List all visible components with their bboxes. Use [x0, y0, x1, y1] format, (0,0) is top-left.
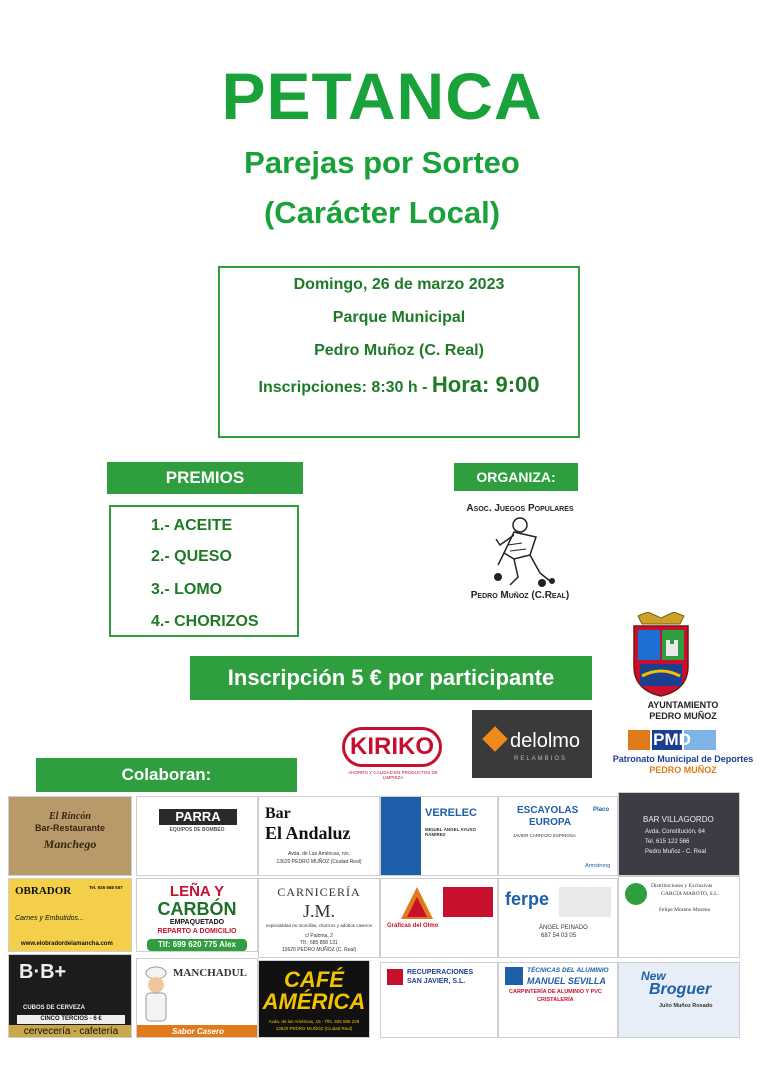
baker-icon — [141, 965, 171, 1025]
andaluz-town: 13620 PEDRO MUÑOZ (Ciudad Real) — [276, 859, 362, 865]
bbb-line2: CINCO TERCIOS - 6 € — [17, 1015, 125, 1024]
collaborators-heading: Colaboran: — [36, 758, 297, 792]
council-line1: AYUNTAMIENTO — [647, 700, 719, 710]
subtitle-format: Parejas por Sorteo — [244, 145, 520, 180]
card-bar-andaluz — [258, 796, 380, 876]
garcia-logo-icon — [625, 883, 647, 905]
cafe-line3: Avda. de las Américas, 15 - Tlfs. 926 586 229 — [268, 1019, 360, 1024]
card-bbb-cerveceria — [8, 954, 132, 1038]
pmd-title: Patronato Municipal de Deportes — [612, 754, 754, 764]
organizer-heading: ORGANIZA: — [454, 463, 578, 491]
parra-tagline: EQUIPOS DE BOMBEO — [169, 827, 225, 833]
verelec-owner: MIGUEL ÁNGEL AYUSO RAMÍREZ — [425, 827, 477, 837]
garcia-line3: Felipe Moreno Moreno — [659, 907, 711, 913]
card-verelec — [380, 796, 498, 876]
prize-item: 2.- QUESO — [151, 548, 232, 565]
newbroguer-line1: New — [641, 969, 666, 983]
escayolas-line1: ESCAYOLAS — [517, 805, 579, 816]
parra-wordmark: PARRA — [159, 809, 237, 825]
card-new-broguer — [618, 962, 740, 1038]
escayolas-owner: JAVIER CARRAZO ESPINOSA — [513, 833, 576, 838]
pmd-logo — [628, 726, 720, 752]
obrador-web: www.elobradordelamancha.com — [21, 941, 113, 947]
card-cafe-america — [258, 960, 370, 1038]
card-manchadul — [136, 958, 258, 1038]
pmd-town: PEDRO MUÑOZ — [649, 765, 717, 775]
obrador-products: Carnes y Embutidos... — [15, 915, 84, 922]
event-schedule — [220, 372, 578, 398]
carniceria-line4: c/ Paloma, 2 — [305, 933, 333, 939]
graficas-services-band — [443, 887, 493, 917]
lena-phone: Tlf: 699 620 775 Alex — [147, 939, 247, 951]
tecnicas-line3: CARPINTERÍA DE ALUMINIO Y PVC — [509, 989, 602, 995]
villagordo-line3: Tel. 615 122 566 — [645, 839, 690, 845]
bbb-line3: cervecería - cafetería — [9, 1025, 132, 1038]
registration-fee: Inscripción 5 € por participante — [190, 656, 592, 700]
andaluz-line2: El Andaluz — [265, 823, 351, 843]
carniceria-line3: especialidad en morcillas, chorizos y adobos caseros — [265, 923, 373, 928]
card-lena-carbon — [136, 878, 258, 952]
newbroguer-line3: Julio Muñoz Rosado — [659, 1003, 713, 1009]
cafe-line2: AMÉRICA — [262, 989, 366, 1014]
kiriko-wordmark: KIRIKO — [342, 727, 442, 767]
lena-line3: EMPAQUETADO — [169, 919, 225, 926]
recup-line2: SAN JAVIER, S.L. — [407, 978, 466, 985]
rincon-line3: Bar-Restaurante — [34, 823, 106, 833]
lena-line2: CARBÓN — [157, 899, 237, 919]
event-place: Parque Municipal — [332, 309, 466, 326]
card-escayolas-europa — [498, 796, 618, 876]
andaluz-address: Avda. de Las Américas, n/s. — [288, 851, 350, 857]
obrador-phone: Tel. 926 568 557 — [89, 885, 123, 890]
tecnicas-line1: TÉCNICAS DEL ALUMINIO — [527, 967, 609, 974]
card-el-obrador — [8, 878, 132, 952]
council-name — [608, 700, 758, 722]
event-info-box — [218, 266, 580, 438]
prize-item: 1.- ACEITE — [151, 517, 233, 534]
armstrong-logo: Armstrong — [585, 863, 611, 869]
ferpe-contact: ÁNGEL PEINADO — [539, 925, 588, 931]
card-bar-villagordo — [618, 792, 740, 876]
delolmo-tagline: RELAMBIOS — [514, 756, 568, 762]
newbroguer-line2: Broguer — [649, 981, 712, 998]
delolmo-logo — [472, 710, 592, 778]
tecnicas-line2: MANUEL SEVILLA — [527, 976, 606, 986]
cafe-line4: 13620 PEDRO MUÑOZ (Ciudad Real) — [275, 1026, 353, 1031]
page-title: PETANCA — [221, 59, 543, 133]
start-time: Hora: 9:00 — [431, 372, 540, 397]
villagordo-line4: Pedro Muñoz - C. Real — [645, 849, 707, 855]
obrador-wordmark: OBRADOR — [15, 885, 72, 897]
lena-line4: REPARTO A DOMICILIO — [157, 928, 237, 935]
verelec-wordmark: VERELEC — [425, 807, 477, 819]
garcia-line2: GARCÍA MAROTO, S.L. — [661, 891, 719, 897]
graficas-wordmark: Gráficas del Olmo — [387, 923, 439, 929]
card-carniceria-jm — [258, 878, 380, 958]
graficas-logo-icon — [399, 885, 435, 921]
manchadul-wordmark: MANCHADUL — [173, 967, 247, 979]
cafe-line1: CAFÉ — [284, 967, 344, 992]
carniceria-line5: Tlf.: 685 858 131 — [300, 940, 338, 946]
recup-logo-icon — [387, 969, 403, 985]
manchadul-tagline: Sabor Casero — [137, 1025, 258, 1038]
pmd-logo-text: PMD — [653, 730, 691, 749]
prizes-list — [109, 505, 299, 637]
card-rincon-manchego — [8, 796, 132, 876]
recup-line1: RECUPERACIONES — [407, 969, 474, 976]
escayolas-line2: EUROPA — [529, 817, 572, 828]
card-graficas-olmo — [380, 878, 498, 958]
registration-time: Inscripciones: 8:30 h - — [258, 379, 432, 396]
organizer-name: Asoc. Juegos Populares — [466, 503, 574, 514]
carniceria-line1: CARNICERÍA — [277, 885, 361, 899]
town-crest-icon — [628, 612, 694, 698]
bbb-logo: B·B+ — [19, 961, 67, 983]
garcia-line1: Distribuciones y Exclusivas — [651, 883, 713, 889]
card-recuperaciones — [380, 962, 498, 1038]
carniceria-line2: J.M. — [302, 901, 335, 921]
organizer-place: Pedro Muñoz (C.Real) — [470, 590, 570, 601]
card-tecnicas-aluminio — [498, 962, 618, 1038]
prize-item: 3.- LOMO — [151, 581, 223, 598]
villagordo-line2: Avda. Constitución, 64 — [645, 829, 705, 835]
andaluz-line1: Bar — [265, 805, 291, 822]
placo-logo: Placo — [593, 807, 610, 813]
card-ferpe — [498, 878, 618, 958]
delolmo-mark-icon — [482, 726, 507, 751]
rincon-line2: Manchego — [43, 837, 97, 851]
tecnicas-logo-icon — [505, 967, 523, 985]
rincon-line1: El Rincón — [49, 811, 91, 822]
subtitle-character: (Carácter Local) — [263, 195, 501, 230]
lena-line1: LEÑA Y — [169, 883, 225, 900]
card-garcia-maroto — [618, 876, 740, 958]
council-line2: PEDRO MUÑOZ — [649, 711, 717, 721]
event-date: Domingo, 26 de marzo 2023 — [293, 276, 505, 293]
ferpe-phone: 687 54 03 05 — [541, 933, 577, 939]
prize-item: 4.- CHORIZOS — [151, 613, 259, 630]
carniceria-line6: 13620 PEDRO MUÑOZ (C. Real) — [281, 947, 357, 953]
ferpe-wordmark: ferpe — [505, 889, 550, 909]
verelec-side-band — [381, 797, 421, 876]
kiriko-logo — [338, 723, 448, 781]
prizes-heading: PREMIOS — [107, 462, 303, 494]
kiriko-tagline: AHORRO Y CALIDAD EN PRODUCTOS DE LIMPIEZA — [348, 770, 438, 780]
bbb-line1: CUBOS DE CERVEZA — [23, 1005, 85, 1011]
ferpe-tools-image — [559, 887, 611, 917]
tecnicas-line4: CRISTALERÍA — [537, 997, 574, 1003]
villagordo-line1: BAR VILLAGORDO — [643, 815, 714, 824]
petanque-player-icon — [490, 515, 560, 589]
card-parra — [136, 796, 258, 876]
event-town: Pedro Muñoz (C. Real) — [314, 342, 484, 359]
delolmo-wordmark: delolmo — [510, 730, 581, 752]
